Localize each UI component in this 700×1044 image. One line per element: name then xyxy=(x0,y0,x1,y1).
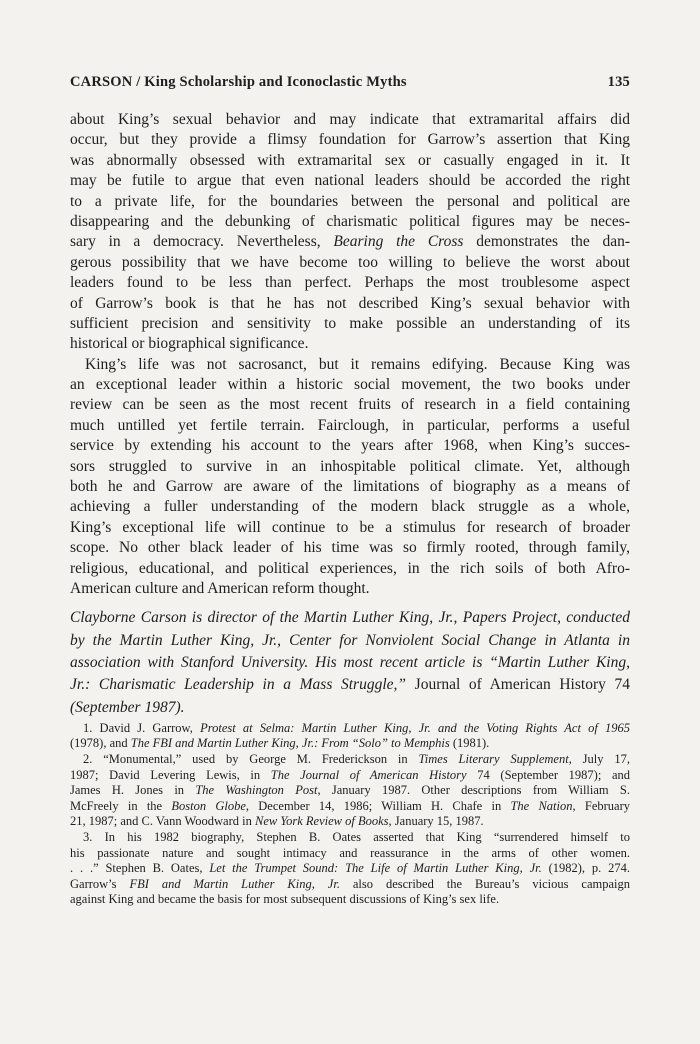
text-line: disappearing and the debunking of charismatic political figures may be neces- xyxy=(70,212,630,230)
emphasis-text: The Nation xyxy=(510,798,573,813)
text-line: 3. In his 1982 biography, Stephen B. Oates asserted that King “surrendered himself to xyxy=(83,830,630,845)
page-content xyxy=(70,72,630,908)
page-number: 135 xyxy=(607,74,630,90)
author-bio xyxy=(70,607,630,718)
emphasis-text: Let the Trumpet Sound: The Life of Martin Luther King, Jr. xyxy=(209,861,542,876)
text-line: scope. No other black leader of his time was so firmly rooted, through family, xyxy=(70,539,630,557)
text-line: King’s life was not sacrosanct, but it remains edifying. Because King was xyxy=(85,355,630,373)
text-line: occur, but they provide a flimsy foundation for Garrow’s assertion that King xyxy=(70,131,630,149)
text-line: by the Martin Luther King, Jr., Center for Nonviolent Social Change in Atlanta in xyxy=(70,631,630,649)
text-line: (September 1987). xyxy=(70,698,185,716)
text-line: an exceptional leader within a historic social movement, the two books under xyxy=(70,376,630,394)
emphasis-text: Times Literary Supplement xyxy=(418,752,569,767)
emphasis-text: FBI and Martin Luther King, Jr. xyxy=(129,876,340,891)
text-line: to a private life, for the boundaries between the personal and political are xyxy=(70,192,630,210)
text-line: 2. “Monumental,” used by George M. Frederickson in Times Literary Supplement, July 17, xyxy=(83,752,630,767)
text-line: King’s exceptional life will continue to be a stimulus for research of broader xyxy=(70,518,630,536)
text-line: his passionate nature and sought intimacy and reassurance in the arms of other women. xyxy=(70,845,630,860)
text-line: sary in a democracy. Nevertheless, Bearing the Cross demonstrates the dan- xyxy=(70,233,630,251)
paragraph xyxy=(70,110,630,355)
text-line: association with Stanford University. His most recent article is “Martin Luther King, xyxy=(70,653,630,671)
text-line: about King’s sexual behavior and may indicate that extramarital affairs did xyxy=(70,111,630,128)
text-line: much untilled yet fertile terrain. Fairclough, in particular, performs a useful xyxy=(70,416,630,434)
paragraph xyxy=(70,721,630,752)
emphasis-text: Journal of American History 74 xyxy=(414,676,630,694)
text-line: gerous possibility that we have become too willing to believe the worst about xyxy=(70,253,630,271)
text-line: Garrow’s FBI and Martin Luther King, Jr. also described the Bureau’s vicious campaign xyxy=(70,876,630,891)
text-line: against King and became the basis for most subsequent discussions of King’s sex life. xyxy=(70,892,500,907)
emphasis-text: The FBI and Martin Luther King, Jr.: From “Solo” to Memphis xyxy=(130,736,450,751)
running-header xyxy=(70,72,630,92)
running-title: CARSON / King Scholarship and Iconoclastic Myths xyxy=(70,74,407,90)
emphasis-text: The Journal of American History xyxy=(270,767,467,782)
text-line: achieving a fuller understanding of the modern black struggle as a whole, xyxy=(70,498,630,516)
text-line: leaders found to be less than perfect. Perhaps the most troublesome aspect xyxy=(70,274,630,292)
text-line: sufficient precision and sensitivity to make possible an understanding of its xyxy=(70,314,630,332)
emphasis-text: Bearing the Cross xyxy=(333,233,464,251)
emphasis-text: Boston Globe xyxy=(171,798,246,813)
paragraph xyxy=(70,607,630,718)
text-line: 1. David J. Garrow, Protest at Selma: Martin Luther King, Jr. and the Voting Rights Act of 1965 xyxy=(83,720,630,735)
text-line: may be futile to argue that even national leaders should be accorded the right xyxy=(70,172,630,190)
text-line: historical or biographical significance. xyxy=(70,335,309,353)
emphasis-text: Protest at Selma: Martin Luther King, Jr. and the Voting Rights Act of 1965 xyxy=(200,720,630,735)
paragraph xyxy=(70,355,630,600)
text-line: American culture and American reform thought. xyxy=(70,579,370,597)
article-body xyxy=(70,110,630,599)
text-line: 21, 1987; and C. Vann Woodward in New York Review of Books, January 15, 1987. xyxy=(70,814,484,829)
text-line: Jr.: Charismatic Leadership in a Mass Struggle,” Journal of American History 74 xyxy=(70,676,630,694)
text-line: McFreely in the Boston Globe, December 14, 1986; William H. Chafe in The Nation, February xyxy=(70,798,630,813)
text-line: service by extending his account to the years after 1968, when King’s succes- xyxy=(70,437,630,455)
paragraph xyxy=(70,830,630,908)
emphasis-text: New York Review of Books xyxy=(254,814,389,829)
text-line: 1987; David Levering Lewis, in The Journal of American History 74 (September 1987); and xyxy=(70,767,630,782)
paragraph xyxy=(70,752,630,830)
text-line: sors struggled to survive in an inhospitable political climate. Yet, although xyxy=(70,457,630,475)
emphasis-text: The Washington Post xyxy=(195,783,318,798)
text-line: Clayborne Carson is director of the Martin Luther King, Jr., Papers Project, conducted xyxy=(70,609,630,627)
text-line: religious, educational, and political experiences, in the rich soils of both Afro- xyxy=(70,559,630,577)
text-line: of Garrow’s book is that he has not described King’s sexual behavior with xyxy=(70,294,630,312)
text-line: both he and Garrow are aware of the limitations of biography as a means of xyxy=(70,478,630,496)
text-line: (1978), and The FBI and Martin Luther King, Jr.: From “Solo” to Memphis (1981). xyxy=(70,736,490,751)
text-line: . . .” Stephen B. Oates, Let the Trumpet Sound: The Life of Martin Luther King, Jr. (1982), p. 274. xyxy=(70,861,630,876)
text-line: was abnormally obsessed with extramarital sex or casually engaged in it. It xyxy=(70,151,630,169)
footnotes xyxy=(70,721,630,908)
text-line: review can be seen as the most recent fruits of research in a field containing xyxy=(70,396,630,414)
text-line: James H. Jones in The Washington Post, January 1987. Other descriptions from William S. xyxy=(70,783,630,798)
